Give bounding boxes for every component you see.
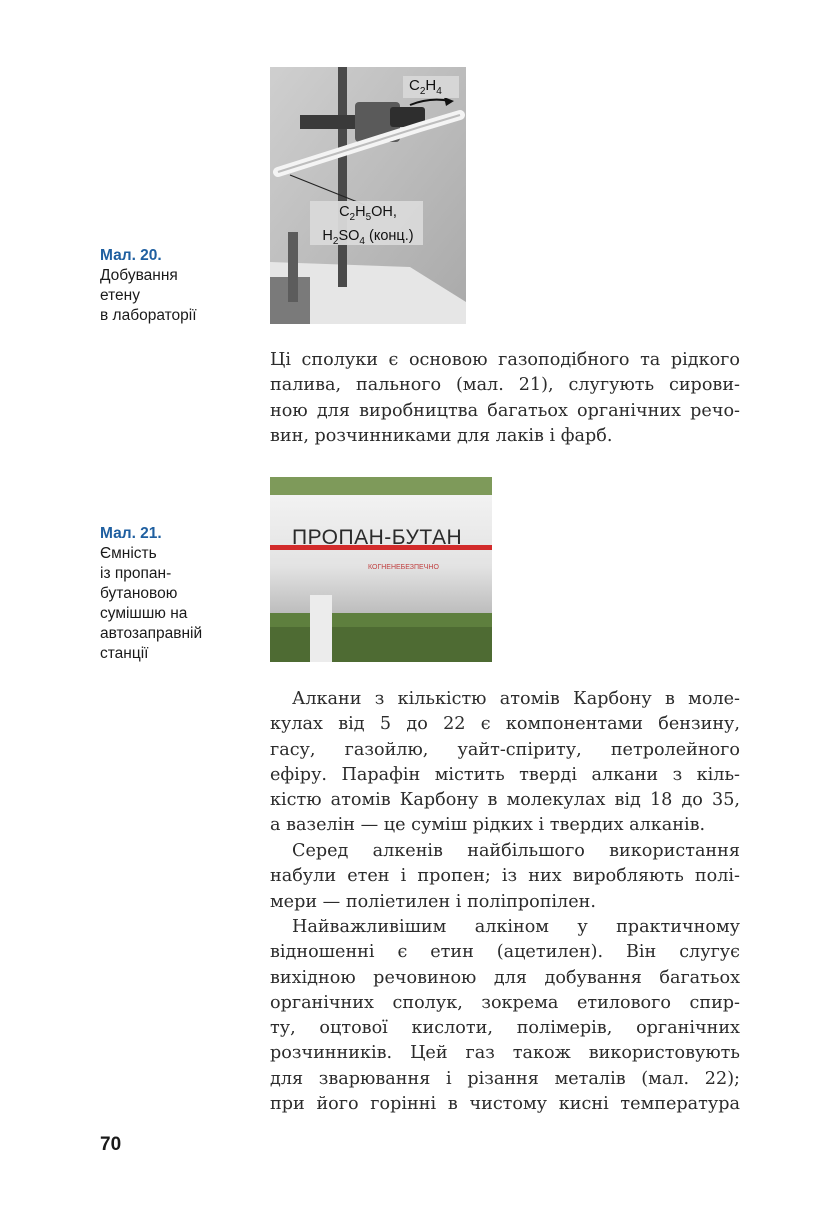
figure-20-product-label: $C_2H_4$ (409, 77, 442, 97)
paragraph-fuel-uses: Ці сполуки є основою газоподібного та рідкого палива, пального (мал. 21), слугують сирови- ною для виробництва багатьох органічних речо- вин, розчинниками для лаків і фарб. (270, 350, 740, 446)
paragraph-alkanes: Алкани з кількістю атомів Карбону в моле- кулах від 5 до 22 є компонентами бензину, гасу, газойлю, уайт-спіриту, петролейного ефіру. Парафін містить тверді алкани з кіль- кістю атомів Карбону в молекулах від 18 до 35, а вазелін — це суміш рідких і твердих алканів. (270, 689, 740, 836)
paragraph-alkenes: Серед алкенів найбільшого використання набули етен і пропен; із них виробляють полі- мери — поліетилен і поліпропілен. (270, 841, 740, 912)
page-number: 70 (100, 1134, 122, 1155)
svg-text:КОГНЕНЕБЕЗПЕЧНО: КОГНЕНЕБЕЗПЕЧНО (368, 564, 439, 571)
figure-21-photo (270, 477, 492, 662)
paragraph-alkynes: Найважливішим алкіном у практичному відношенні є етин (ацетилен). Він слугує вихідною речовиною для добування багатьох органічних сполук, зокрема етилового спир- ту, оцтової кислоти, полімерів, органічних розчинників. Цей газ також використовують для зварювання і різання металів (мал. 22); при його горінні в чистому кисні температура (270, 917, 740, 1115)
figure-21-number: Мал. 21. (100, 525, 162, 542)
figure-20-photo (270, 67, 466, 324)
figure-21-caption: Мал. 21. Ємність із пропан- бутановою сумішшю на автозаправній станції (100, 524, 250, 664)
figure-20-caption: Мал. 20. Добування етену в лабораторії (100, 246, 250, 326)
figure-20-reagents-label: $C_2H_5OH$, $H_2SO_4$ (конц.) (322, 204, 414, 247)
figure-20-number: Мал. 20. (100, 247, 162, 264)
tank-label: ПРОПАН-БУТАН (292, 526, 463, 549)
